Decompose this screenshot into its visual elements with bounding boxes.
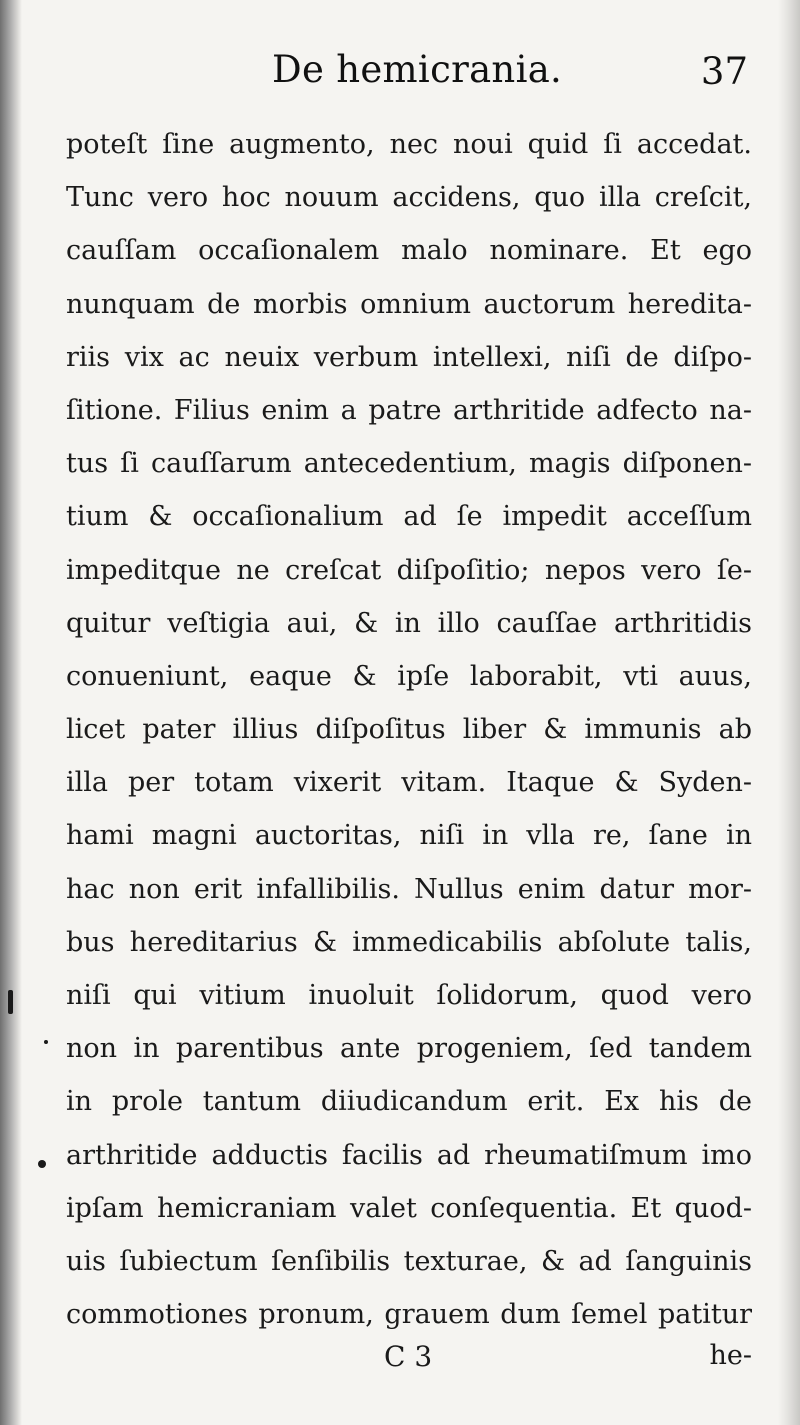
page-number: 37 (700, 50, 748, 93)
text-line: uis ſubiectum ſenſibilis texturae, & ad ſanguinis (66, 1245, 752, 1277)
text-line: hami magni auctoritas, niſi in vlla re, ſane in (66, 820, 752, 852)
text-line: commotiones pronum, grauem dum ſemel patitur (66, 1299, 752, 1331)
text-line: ſitione. Filius enim a patre arthritide adfecto na- (66, 394, 752, 426)
scan-speck (38, 1160, 46, 1168)
text-line: Tunc vero hoc nouum accidens, quo illa creſcit, (66, 182, 752, 214)
text-line: riis vix ac neuix verbum intellexi, niſi de diſpo- (66, 341, 752, 373)
text-line: impeditque ne creſcat diſpoſitio; nepos vero ſe- (66, 554, 752, 586)
text-line: tus ſi cauſſarum antecedentium, magis diſponen- (66, 448, 752, 480)
scan-speck (8, 990, 13, 1014)
scan-edge-right (778, 0, 800, 1425)
signature-mark: C 3 (384, 1340, 433, 1373)
text-line: hac non erit infallibilis. Nullus enim datur mor- (66, 873, 752, 905)
page-header (66, 48, 756, 106)
text-line: niſi qui vitium inuoluit ſolidorum, quod vero (66, 980, 752, 1011)
text-line: conueniunt, eaque & ipſe laborabit, vti auus, (66, 660, 752, 692)
text-line: poteſt ſine augmento, nec noui quid ſi accedat. (66, 129, 752, 160)
text-line: quitur veſtigia aui, & in illo cauſſae arthritidis (66, 607, 752, 639)
text-line: illa per totam vixerit vitam. Itaque & Syden- (66, 767, 752, 799)
text-line: nunquam de morbis omnium auctorum heredita- (66, 288, 752, 320)
text-line: in prole tantum diiudicandum erit. Ex his de (66, 1086, 752, 1118)
text-line: ipſam hemicraniam valet conſequentia. Et quod- (66, 1192, 752, 1224)
scan-edge-left (0, 0, 22, 1425)
text-line: bus hereditarius & immedicabilis abſolute talis, (66, 926, 752, 958)
body-text (66, 118, 752, 1341)
catchword: he- (709, 1340, 752, 1371)
text-line: cauſſam occaſionalem malo nominare. Et ego (66, 235, 752, 267)
running-title: De hemicrania. (272, 48, 563, 91)
page-footer (66, 1340, 752, 1390)
text-line: arthritide adductis facilis ad rheumatiſmum imo (66, 1139, 752, 1171)
scan-speck (44, 1040, 48, 1044)
text-line: licet pater illius diſpoſitus liber & immunis ab (66, 714, 752, 746)
text-line: non in parentibus ante progeniem, ſed tandem (66, 1033, 752, 1065)
text-line: tium & occaſionalium ad ſe impedit acceſſum (66, 501, 752, 533)
